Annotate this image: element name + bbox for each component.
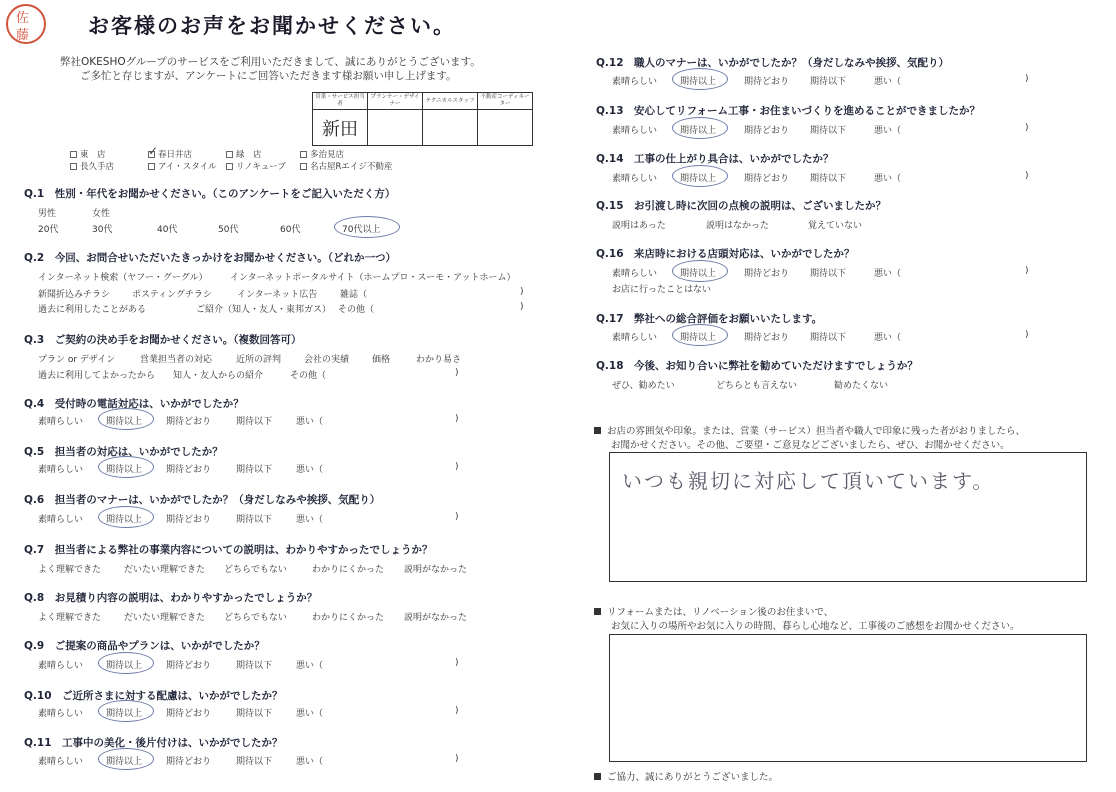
question-13-option[interactable]: 素晴らしい xyxy=(612,126,658,136)
question-16-option[interactable]: 期待どおり xyxy=(744,269,790,279)
store-option[interactable]: 長久手店 xyxy=(70,160,114,172)
question-6-option: ) xyxy=(455,512,459,522)
question-16-option: ) xyxy=(1025,266,1029,276)
staff-cell-planner[interactable] xyxy=(368,110,423,146)
question-1-option[interactable]: 60代 xyxy=(280,225,301,235)
comment1-box[interactable] xyxy=(609,452,1087,582)
question-10-label: Q.10 ご近所さまに対する配慮は、いかがでしたか？ xyxy=(24,690,283,702)
checkbox xyxy=(70,151,77,158)
checkbox xyxy=(70,163,77,170)
question-2-label: Q.2 今回、お問合せいただいたきっかけをお聞かせください。（どれか一つ） xyxy=(24,252,396,264)
store-option[interactable]: 多治見店 xyxy=(300,148,344,160)
question-2-option[interactable]: ご紹介（知人・友人・東邦ガス） xyxy=(196,305,332,315)
answer-circle-mark xyxy=(98,408,154,430)
question-13-option: ) xyxy=(1025,123,1029,133)
question-2-option: ) xyxy=(520,287,524,297)
checkbox xyxy=(148,163,155,170)
question-9-option[interactable]: 期待以上 xyxy=(106,661,143,671)
answer-circle-mark xyxy=(672,260,728,282)
question-7-option[interactable]: どちらでもない xyxy=(224,565,287,575)
question-6-option[interactable]: 期待以上 xyxy=(106,515,143,525)
question-14-option[interactable]: 悪い（ xyxy=(874,174,902,184)
answer-circle-mark xyxy=(98,700,154,722)
question-13-option[interactable]: 期待以下 xyxy=(810,126,847,136)
question-3-option[interactable]: その他（ xyxy=(290,371,327,381)
question-14-option[interactable]: 期待以上 xyxy=(680,174,717,184)
question-2-option[interactable]: その他（ xyxy=(338,305,375,315)
answer-circle-mark xyxy=(672,165,728,187)
comment1-answer: いつも親切に対応して頂いています。 xyxy=(622,469,995,493)
question-7-option[interactable]: 説明がなかった xyxy=(404,565,468,575)
question-11-option[interactable]: 素晴らしい xyxy=(38,757,84,767)
question-17-option: ) xyxy=(1025,330,1029,340)
question-11-label: Q.11 工事中の美化・後片付けは、いかがでしたか？ xyxy=(24,737,283,749)
question-1-option[interactable]: 40代 xyxy=(157,225,178,235)
staff-header-technical: テクニカルスタッフ xyxy=(423,93,478,110)
question-3-option[interactable]: 営業担当者の対応 xyxy=(140,355,213,365)
question-14-option: ) xyxy=(1025,171,1029,181)
question-4-option[interactable]: 期待以下 xyxy=(236,417,273,427)
name-seal-stamp xyxy=(6,4,46,44)
answer-circle-mark xyxy=(334,216,400,238)
question-2-option[interactable]: 雑誌（ xyxy=(340,290,368,300)
question-17-option[interactable]: 素晴らしい xyxy=(612,333,658,343)
question-2-option[interactable]: インターネット検索（ヤフー・グーグル） xyxy=(38,273,208,283)
question-7-option[interactable]: よく理解できた xyxy=(38,565,102,575)
intro-line-2: ご多忙と存じますが、アンケートにご回答いただきます様お願い申し上げます。 xyxy=(80,70,457,82)
question-17-option[interactable]: 悪い（ xyxy=(874,333,902,343)
checkbox xyxy=(300,163,307,170)
question-6-label: Q.6 担当者のマナーは、いかがでしたか？（身だしなみや挨拶、気配り） xyxy=(24,494,381,506)
question-11-option[interactable]: 期待どおり xyxy=(166,757,212,767)
store-option[interactable]: 名古屋Rエイジ不動産 xyxy=(300,160,392,172)
question-4-option[interactable]: 期待どおり xyxy=(166,417,212,427)
question-15-option[interactable]: 説明はあった xyxy=(612,221,666,231)
question-13-label: Q.13 安心してリフォーム工事・お住まいづくりを進めることができましたか？ xyxy=(596,105,981,117)
comment1-heading-1: お店の雰囲気や印象。または、営業（サービス）担当者や職人で印象に残った者がおりましたら、 xyxy=(594,423,1025,437)
question-13-option[interactable]: 期待どおり xyxy=(744,126,790,136)
question-5-option: ) xyxy=(455,462,459,472)
question-3-label: Q.3 ご契約の決め手をお聞かせください。（複数回答可） xyxy=(24,334,302,346)
question-11-option[interactable]: 期待以上 xyxy=(106,757,143,767)
question-1-option[interactable]: 女性 xyxy=(92,209,111,219)
question-7-option[interactable]: だいたい理解できた xyxy=(124,565,206,575)
question-17-label: Q.17 弊社への総合評価をお願いいたします。 xyxy=(596,313,823,325)
question-14-option[interactable]: 期待以下 xyxy=(810,174,847,184)
question-3-option[interactable]: 会社の実績 xyxy=(304,355,350,365)
store-option[interactable]: 東 店 xyxy=(70,148,106,160)
sales-staff-name: 新田 xyxy=(322,118,358,140)
question-5-label: Q.5 担当者の対応は、いかがでしたか？ xyxy=(24,446,223,458)
comment2-box[interactable] xyxy=(609,634,1087,762)
staff-cell-sales[interactable] xyxy=(313,110,368,146)
store-option[interactable]: リノキューブ xyxy=(226,160,286,172)
square-bullet-icon xyxy=(594,773,601,780)
question-11-option[interactable]: 悪い（ xyxy=(296,757,324,767)
question-16-option[interactable]: 悪い（ xyxy=(874,269,902,279)
question-2-option[interactable]: インターネット広告 xyxy=(237,290,318,300)
question-18-option[interactable]: ぜひ、勧めたい xyxy=(612,381,675,391)
question-4-option[interactable]: 期待以上 xyxy=(106,417,143,427)
question-3-option[interactable]: 価格 xyxy=(372,355,391,365)
question-13-option[interactable]: 期待以上 xyxy=(680,126,717,136)
question-17-option[interactable]: 期待どおり xyxy=(744,333,790,343)
question-12-option[interactable]: 期待以下 xyxy=(810,77,847,87)
question-2-option[interactable]: ポスティングチラシ xyxy=(132,290,212,300)
question-11-option: ) xyxy=(455,754,459,764)
question-6-option[interactable]: 期待どおり xyxy=(166,515,212,525)
question-7-option[interactable]: わかりにくかった xyxy=(312,565,385,575)
square-bullet-icon xyxy=(594,427,601,434)
question-9-label: Q.9 ご提案の商品やプランは、いかがでしたか？ xyxy=(24,640,265,652)
question-16-option[interactable]: 期待以下 xyxy=(810,269,847,279)
question-8-option[interactable]: どちらでもない xyxy=(224,613,287,623)
question-18-label: Q.18 今後、お知り合いに弊社を勧めていただけますでしょうか？ xyxy=(596,360,918,372)
question-15-option[interactable]: 説明はなかった xyxy=(706,221,770,231)
question-4-option[interactable]: 悪い（ xyxy=(296,417,324,427)
footer-thanks: ご協力、誠にありがとうございました。 xyxy=(594,769,778,783)
question-16-option[interactable]: 素晴らしい xyxy=(612,269,658,279)
checkbox xyxy=(226,163,233,170)
stamp-char-bottom: 藤 xyxy=(16,28,30,43)
question-14-option[interactable]: 素晴らしい xyxy=(612,174,658,184)
staff-table xyxy=(312,92,533,146)
question-12-option[interactable]: 期待どおり xyxy=(744,77,790,87)
question-14-option[interactable]: 期待どおり xyxy=(744,174,790,184)
question-2-option[interactable]: 過去に利用したことがある xyxy=(38,305,147,315)
question-6-option[interactable]: 素晴らしい xyxy=(38,515,84,525)
question-3-option[interactable]: 知人・友人からの紹介 xyxy=(173,371,264,381)
staff-cell-technical[interactable] xyxy=(423,110,478,146)
page-title: お客様のお声をお聞かせください。 xyxy=(88,14,456,38)
question-1-option[interactable]: 70代以上 xyxy=(342,225,381,235)
question-1-option[interactable]: 30代 xyxy=(92,225,113,235)
question-10-option[interactable]: 悪い（ xyxy=(296,709,324,719)
answer-circle-mark xyxy=(672,117,728,139)
question-2-option[interactable]: インターネットポータルサイト（ホームプロ・スーモ・アットホーム） xyxy=(230,273,516,283)
question-15-option[interactable]: 覚えていない xyxy=(808,221,863,231)
question-1-label: Q.1 性別・年代をお聞かせください。（このアンケートをご記入いただく方） xyxy=(24,188,396,200)
check-mark-icon: ✓ xyxy=(148,144,159,158)
comment2-heading-1: リフォームまたは、リノベーション後のお住まいで、 xyxy=(594,604,833,618)
answer-circle-mark xyxy=(98,506,154,528)
question-5-option[interactable]: 悪い（ xyxy=(296,465,324,475)
question-5-option[interactable]: 素晴らしい xyxy=(38,465,84,475)
question-11-option[interactable]: 期待以下 xyxy=(236,757,273,767)
question-3-option[interactable]: 過去に利用してよかったから xyxy=(38,371,156,381)
question-3-option[interactable]: 近所の評判 xyxy=(236,355,282,365)
question-9-option[interactable]: 期待以下 xyxy=(236,661,273,671)
question-14-label: Q.14 工事の仕上がり具合は、いかがでしたか？ xyxy=(596,153,834,165)
question-17-option[interactable]: 期待以下 xyxy=(810,333,847,343)
question-9-option[interactable]: 素晴らしい xyxy=(38,661,84,671)
question-9-option: ) xyxy=(455,658,459,668)
question-10-option: ) xyxy=(455,706,459,716)
checkbox xyxy=(226,151,233,158)
store-option[interactable]: 緑 店 xyxy=(226,148,262,160)
question-12-option[interactable]: 期待以上 xyxy=(680,77,717,87)
question-13-option[interactable]: 悪い（ xyxy=(874,126,902,136)
question-9-option[interactable]: 悪い（ xyxy=(296,661,324,671)
question-9-option[interactable]: 期待どおり xyxy=(166,661,212,671)
comment1-heading-2: お聞かせください。その他、ご要望・ご意見などございましたら、ぜひ、お聞かせください。 xyxy=(611,440,1010,451)
question-3-option[interactable]: わかり易さ xyxy=(416,355,462,365)
question-10-option[interactable]: 期待以上 xyxy=(106,709,143,719)
question-8-option[interactable]: よく理解できた xyxy=(38,613,102,623)
question-5-option[interactable]: 期待以上 xyxy=(106,465,143,475)
answer-circle-mark xyxy=(672,324,728,346)
question-3-option[interactable]: プラン or デザイン xyxy=(38,355,116,365)
question-16-option[interactable]: お店に行ったことはない xyxy=(612,285,712,295)
question-12-label: Q.12 職人のマナーは、いかがでしたか？（身だしなみや挨拶、気配り） xyxy=(596,57,950,69)
square-bullet-icon xyxy=(594,608,601,615)
question-4-label: Q.4 受付時の電話対応は、いかがでしたか？ xyxy=(24,398,244,410)
question-2-option[interactable]: 新聞折込みチラシ xyxy=(38,290,111,300)
question-10-option[interactable]: 素晴らしい xyxy=(38,709,84,719)
question-7-label: Q.7 担当者による弊社の事業内容についての説明は、わかりやすかったでしょうか？ xyxy=(24,544,433,556)
question-5-option[interactable]: 期待どおり xyxy=(166,465,212,475)
question-10-option[interactable]: 期待以下 xyxy=(236,709,273,719)
store-option[interactable]: アイ・スタイル xyxy=(148,160,217,172)
store-option-selected[interactable]: 春日井店 xyxy=(148,148,192,160)
question-4-option: ) xyxy=(455,414,459,424)
question-12-option: ) xyxy=(1025,74,1029,84)
question-5-option[interactable]: 期待以下 xyxy=(236,465,273,475)
question-6-option[interactable]: 悪い（ xyxy=(296,515,324,525)
question-4-option[interactable]: 素晴らしい xyxy=(38,417,84,427)
stamp-char-top: 佐 xyxy=(16,11,30,26)
question-1-option[interactable]: 20代 xyxy=(38,225,59,235)
question-8-option[interactable]: 説明がなかった xyxy=(404,613,468,623)
question-1-option[interactable]: 男性 xyxy=(38,209,57,219)
staff-header-realestate: 不動産コーディネーター xyxy=(478,93,533,110)
checkbox xyxy=(300,151,307,158)
question-6-option[interactable]: 期待以下 xyxy=(236,515,273,525)
question-15-label: Q.15 お引渡し時に次回の点検の説明は、ございましたか？ xyxy=(596,200,887,212)
question-1-option[interactable]: 50代 xyxy=(218,225,239,235)
question-12-option[interactable]: 悪い（ xyxy=(874,77,902,87)
question-18-option[interactable]: 勧めたくない xyxy=(834,381,889,391)
question-3-option: ) xyxy=(455,368,459,378)
question-16-label: Q.16 来店時における店頭対応は、いかがでしたか？ xyxy=(596,248,855,260)
comment2-heading-2: お気に入りの場所やお気に入りの時間、暮らし心地など、工事後のご感想をお聞かせください。 xyxy=(611,621,1020,632)
question-8-label: Q.8 お見積り内容の説明は、わかりやすかったでしょうか？ xyxy=(24,592,318,604)
staff-header-planner: プランナー・デザイナー xyxy=(368,93,423,110)
question-2-option: ) xyxy=(520,302,524,312)
question-8-option[interactable]: わかりにくかった xyxy=(312,613,385,623)
answer-circle-mark xyxy=(98,652,154,674)
staff-header-sales: 営業・サービス担当者 xyxy=(313,93,368,110)
question-10-option[interactable]: 期待どおり xyxy=(166,709,212,719)
intro-line-1: 弊社OKESHOグループのサービスをご利用いただきまして、誠にありがとうございます。 xyxy=(60,56,481,68)
question-12-option[interactable]: 素晴らしい xyxy=(612,77,658,87)
question-17-option[interactable]: 期待以上 xyxy=(680,333,717,343)
question-8-option[interactable]: だいたい理解できた xyxy=(124,613,206,623)
staff-cell-realestate[interactable] xyxy=(478,110,533,146)
question-18-option[interactable]: どちらとも言えない xyxy=(716,381,798,391)
answer-circle-mark xyxy=(672,68,728,90)
answer-circle-mark xyxy=(98,748,154,770)
answer-circle-mark xyxy=(98,456,154,478)
question-16-option[interactable]: 期待以上 xyxy=(680,269,717,279)
